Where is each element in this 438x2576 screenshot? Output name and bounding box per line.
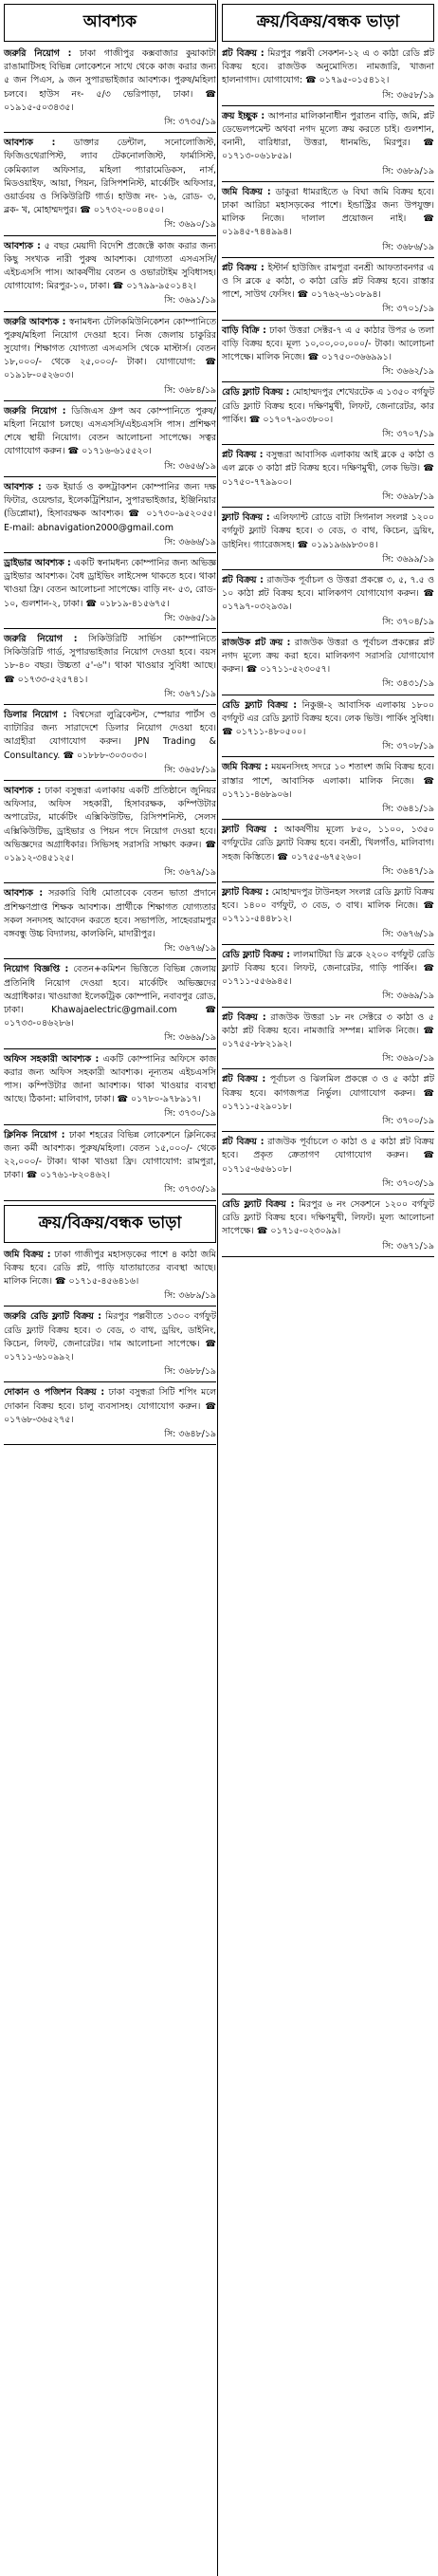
classified-ad xyxy=(4,1129,216,1197)
ad-body: ঢাকা গাজীপুর মহাসড়কের পাশে ৪ কাঠা জমি বিক্রয় হবে। রেডি প্লট, গাড়ি যাতায়াতের ব্যবস্থা আছে। মালিক নিজে। ☎ ০১৭১৫-৪৫৬৪১৬। xyxy=(4,1249,216,1288)
ad-title: জরুরি আবশ্যক : xyxy=(4,316,66,327)
ad-body: একটি স্বনামধন্য কোম্পানির জন্য অভিজ্ঞ ড্রাইভার আবশ্যক। বৈধ ড্রাইভিং লাইসেন্স থাকতে হবে। থাকা খাওয়া ফ্রি। বেতন আলোচনা সাপেক্ষে। বাড়ি নং- ৫৩, রোড- ১০, গুলশান-২, ঢাকা। ☎ ০১৮১৯-৪১৫৬৭৫। xyxy=(4,557,216,609)
ad-body: বিশ্বসেরা লুব্রিকেন্টস, স্পেয়ার পার্টস ও ব্যাটারির জন্য সারাদেশে ডিলার নিয়োগ দেওয়া হবে। আগ্রহীরা যোগাযোগ করুন। JPN Trading & Consultancy. ☎ ০১৮৮৮-৩০৩০৩০। xyxy=(4,709,216,761)
ad-separator xyxy=(222,507,434,508)
classified-ad xyxy=(4,557,216,625)
ad-code: সি: ৩৬৯৯/১৯ xyxy=(382,553,434,565)
ad-separator xyxy=(222,756,434,757)
ad-separator xyxy=(222,105,434,106)
ad-body: ময়মনসিংহ সদরে ১০ শতাংশ জমি বিক্রয় হবে। রাস্তার পাশে, আবাসিক এলাকা। মালিক নিজে। ☎ ০১৭১১-৪৬৮৯০৬। xyxy=(222,762,434,800)
ad-title: নিয়োগ বিজ্ঞপ্তি : xyxy=(4,964,69,975)
ad-separator xyxy=(4,1381,216,1382)
classified-ad xyxy=(222,186,434,254)
ad-separator xyxy=(4,958,216,959)
ad-body: মোহাম্মদপুর শেখেরটেক এ ১৩৫০ বর্গফুট রেডি ফ্ল্যাট বিক্রয় হবে। দক্ষিণমুখী, লিফট, জেনারেটর, কার পার্কিং। ☎ ০১৭০৭-৯০৩৮০০। xyxy=(222,387,434,425)
classified-ad xyxy=(4,481,216,549)
classified-ad xyxy=(222,110,434,178)
classified-ad xyxy=(222,386,434,441)
column-divider xyxy=(217,0,218,2576)
ad-title: দোকান ও পজিশন বিক্রয় : xyxy=(4,1387,105,1399)
ad-separator xyxy=(4,704,216,705)
ad-title: রাজউক প্লট ক্রয় : xyxy=(222,637,291,648)
classified-ad xyxy=(4,137,216,232)
ad-title: আবশ্যক : xyxy=(4,785,42,796)
ad-title: ক্লিনিক নিয়োগ : xyxy=(4,1129,65,1140)
ad-separator xyxy=(4,132,216,133)
ad-code: সি: ৩৬৯৮/১৯ xyxy=(382,491,434,502)
ad-separator xyxy=(222,1194,434,1195)
ad-separator xyxy=(222,569,434,570)
ad-body: ডাক্তার ডেন্টাল, সনোলোজিস্ট, ফিজিওথেরাপিস্ট, ল্যাব টেকনোলজিস্ট, ফার্মাসিস্ট, কেমিক্যাল অফিসার, মহিলা প্যারামেডিকস, নার্স, মিডওয়াইফ, আয়া, পিয়ন, রিসিপশনিস্ট, মার্কেটিং অফিসার, ওয়ার্ডবয় ও সিকিউরিটি গার্ড। হাউজ নং- ১৬, রোড- ৩, ব্লক- খ, মোহাম্মদপুর। ☎ ০১৭৩২-০০৪০৫০। xyxy=(4,138,216,216)
ad-body: নিকুঞ্জ-২ আবাসিক এলাকায় ১৮০০ বর্গফুট এর রেডি ফ্ল্যাট বিক্রয় হবে। লেক ভিউ। পার্কিং সুবিধা। ☎ ০১৭১১-৪৮০৫০০। xyxy=(222,699,434,737)
ad-body: রাজউক পূর্বাচল ও উত্তরা প্রকল্পে ৩, ৫, ৭.৫ ও ১০ কাঠা প্লট বিক্রয় হবে। মালিকগণ যোগাযোগ করুন। ☎ ০১৭৯৭-০৩২৯৩৯। xyxy=(222,574,435,613)
classified-ad xyxy=(4,316,216,398)
wanted-ads-list xyxy=(4,47,216,1201)
ad-title: প্লট বিক্রয় : xyxy=(222,1011,266,1023)
ad-title: আবশ্যক : xyxy=(4,240,41,251)
classified-ad xyxy=(4,47,216,129)
ad-body: ইস্টার্ন হাউজিং রামপুরা বনশ্রী আফতাবনগর এ ও সি ব্লকে ৫ কাঠা, ৩ কাঠা রেডি প্লট বিক্রয় হবে। রাস্তার পাশে, সাউথ ফেসিং। ☎ ০১৭৬২-৬১০৮৯৪। xyxy=(222,262,435,301)
ad-title: প্লট বিক্রয় : xyxy=(222,1137,265,1148)
ad-separator xyxy=(222,1131,434,1132)
ad-title: বাড়ি বিক্রি : xyxy=(222,324,266,336)
ad-separator xyxy=(222,819,434,820)
ad-code: সি: ৩৬৬২/১৯ xyxy=(382,366,434,378)
ad-body: স্বনামধন্য টেলিকমিউনিকেশন কোম্পানিতে পুরুষ/মহিলা নিয়োগ দেওয়া হবে। নিজ জেলায় চাকুরির সুযোগ। শিক্ষাগত যোগ্যতা এসএসসি থেকে মাস্টার্স। বেতন ১৮,০০০/- থেকে ২৫,০০০/- টাকা। যোগাযোগ: ☎ ০১৯১৮-০৫২৬০৩। xyxy=(4,316,216,381)
ad-body: বেতন+কমিশন ভিত্তিতে বিভিন্ন জেলায় প্রতিনিধি নিয়োগ দেওয়া হবে। মার্কেটিং অভিজ্ঞদের অগ্রাধিকার। খাওয়াজা ইলেকট্রিক কোম্পানি, নবাবপুর রোড, ঢাকা। Khawajaelectric@gmail.com ☎ ০১৭৩৩-০৪৬২৮৬। xyxy=(4,964,217,1029)
ad-body: ঢাকা গাজীপুর কক্সবাজার কুয়াকাটা রাঙামাটিসহ বিভিন্ন লোকেশনে সাথে থেকে কাজ করার জন্য ৫ জন পিএস, ৯ জন সুপারভাইজার আবশ্যক। পুরুষ/মহিলা চলবে। হাউস নং- ৫/৩ ভেরিপাড়া, ঢাকা। ☎ ০১৯১৫-৫০৩৪৩৫। xyxy=(4,48,216,113)
ad-code: সি: ৩৬৬৬/১৯ xyxy=(164,536,216,547)
classified-ad xyxy=(4,1249,216,1304)
ad-separator xyxy=(222,1007,434,1008)
ad-separator xyxy=(222,320,434,321)
classified-ad xyxy=(222,47,434,102)
ad-body: সরকারি বিধি মোতাবেক বেতন ভাতা প্রদানে প্রশিক্ষণপ্রাপ্ত শিক্ষক আবশ্যক। প্রার্থীকে শিক্ষাগত যোগ্যতার সকল সনদসহ আবেদন করতে হবে। সভাপতি, সাহেবরামপুর বঙ্গবন্ধু উচ্চ বিদ্যালয়, কালকিনি, মাদারীপুর। xyxy=(4,888,216,939)
ad-title: আবশ্যক : xyxy=(4,138,56,149)
ad-code: সি: ৩৬৬৯/১৯ xyxy=(164,1032,216,1044)
ad-code: সি: ৩৭০০/১৯ xyxy=(382,1116,434,1127)
classified-ad xyxy=(222,949,434,1004)
buy-sell-ads-list-right xyxy=(222,47,434,1257)
classified-ad xyxy=(222,574,434,629)
classified-ad xyxy=(4,785,216,880)
ad-title: প্লট বিক্রয় : xyxy=(222,48,265,59)
ad-title: জমি বিক্রয় : xyxy=(4,1249,51,1260)
ad-separator xyxy=(4,311,216,312)
ad-title: ফ্ল্যাট বিক্রয় : xyxy=(222,886,269,898)
ad-title: ড্রাইভার আবশ্যক : xyxy=(4,557,71,568)
classified-ad xyxy=(222,886,434,941)
ad-body: মোহাম্মদপুর টাউনহল সংলগ্ন রেডি ফ্ল্যাট বিক্রয় হবে। ১৪০০ বর্গফুট, ৩ বেড, ৩ বাথ। মালিক নিজে। ☎ ০১৭১১-৫৪৪৮১২। xyxy=(222,886,434,925)
ad-title: জরুরি রেডি ফ্ল্যাট বিক্রয় : xyxy=(4,1311,102,1323)
ad-title: প্লট বিক্রয় : xyxy=(222,450,264,461)
left-column xyxy=(4,0,216,1449)
ad-title: জমি বিক্রয় : xyxy=(222,186,271,197)
ad-code: সি: ৩৬৮৯/১৯ xyxy=(382,165,434,176)
classified-ad xyxy=(4,1310,216,1379)
ad-code: সি: ৩৬৪৭/১৯ xyxy=(382,865,434,877)
ad-code: সি: ৩৬৫৬/১৯ xyxy=(164,460,216,472)
ad-separator xyxy=(4,1048,216,1049)
classified-ad xyxy=(222,262,434,317)
ad-code: সি: ৩৬৪১/১৯ xyxy=(382,803,434,814)
ad-separator xyxy=(222,257,434,258)
ad-code: সি: ৩৬৭৬/১৯ xyxy=(382,928,434,939)
ad-separator xyxy=(4,552,216,553)
ad-separator xyxy=(4,628,216,629)
ad-body: ডাকুরা ধামরাইতে ৬ বিঘা জমি বিক্রয় হবে। ঢাকা আরিচা মহাসড়কের পাশে। ইন্ডাস্ট্রির জন্য উপযুক্ত। মালিক নিজে। দালাল প্রয়োজন নাই। ☎ ০১৯৪৫-৭৪৪৯৯৪। xyxy=(222,186,434,238)
ad-code: সি: ৩৬৫৮/১৯ xyxy=(164,764,216,775)
classified-ad xyxy=(222,449,434,504)
ad-separator xyxy=(222,632,434,633)
ad-code: সি: ৩৬৭১/১৯ xyxy=(382,1240,434,1251)
ad-code: সি: ৩৬৬৯/১৯ xyxy=(382,991,434,1002)
ad-body: বসুন্ধরা আবাসিক এলাকায় আই ব্লকে ৫ কাঠা ও এল ব্লকে ৩ কাঠা প্লট বিক্রয় হবে। দক্ষিণমুখী, লেক ভিউ। ☎ ০১৭৫০-৭৭৯৯০০। xyxy=(222,450,435,488)
classified-ad xyxy=(222,1198,434,1253)
ad-separator xyxy=(4,1200,216,1201)
ad-title: রেডি ফ্ল্যাট বিক্রয় : xyxy=(222,1199,295,1211)
ad-separator xyxy=(222,444,434,445)
classified-ad xyxy=(222,1011,434,1066)
ad-body: একটি কোম্পানির অফিসে কাজ করার জন্য অফিস সহকারী আবশ্যক। নূন্যতম এইচএসসি পাস। কম্পিউটার জানা আবশ্যক। থাকা খাওয়ার ব্যবস্থা আছে। ঠিকানা: মালিবাগ, ঢাকা। ☎ ০১৭৮০-৯৭৮৯১৭। xyxy=(4,1053,217,1105)
ad-body: আপনার মালিকানাধীন পুরাতন বাড়ি, জমি, প্লট ডেভেলপমেন্ট অথবা নগদ মূল্যে ক্রয় করতে চাই। গুলশান, বনানী, বারিধারা, উত্তরা, ধানমন্ডি, মিরপুর। ☎ ০১৭১৩-০৬১৮৫৯। xyxy=(222,110,434,162)
ad-body: পূর্বাচল ও ঝিলমিল প্রকল্পে ৩ ও ৫ কাঠা প্লট বিক্রয় হবে। কাগজপত্র নির্ভুল। যোগাযোগ করুন। ☎ ০১৭১১-৫২৯০১৮। xyxy=(222,1074,435,1112)
ad-title: ডিলার নিয়োগ : xyxy=(4,709,67,720)
ad-body: রাজউক উত্তরা ও পূর্বাচল প্রকল্পের প্লট নগদ মূল্যে ক্রয় করা হবে। মালিকগণ সরাসরি যোগাযোগ করুন। ☎ ০১৭১১-৫২৩০৫৭। xyxy=(222,637,434,676)
ad-body: মিরপুর ৬ নং সেকশনে ১২০০ বর্গফুট রেডি ফ্ল্যাট বিক্রয় হবে। দক্ষিণমুখী, লিফট। মূল্য আলোচনা সাপেক্ষে। ☎ ০১৭১৫-০২৩০৯৯। xyxy=(222,1199,435,1237)
ad-title: ফ্ল্যাট বিক্রয় : xyxy=(222,512,270,524)
ad-title: জরুরি নিয়োগ : xyxy=(4,405,66,417)
classified-ad xyxy=(222,637,434,692)
ad-title: আবশ্যক : xyxy=(4,888,44,899)
classified-ad xyxy=(222,511,434,566)
ad-separator xyxy=(4,400,216,401)
buy-sell-ads-list-left xyxy=(4,1249,216,1446)
classified-ad xyxy=(222,1136,434,1191)
ad-body: ঢাকা উত্তরা সেক্টর-৭ এ ৫ কাঠার উপর ৬ তলা বাড়ি বিক্রয় হবে। মূল্য ১০,০০,০০,০০০/- টাকা। আলোচনা সাপেক্ষে। মালিক নিজে। ☎ ০১৭৫০-৩৬৬৯৯১। xyxy=(222,324,434,363)
ad-code: সি: ৩৬৭১/১৯ xyxy=(164,688,216,699)
ad-title: জরুরি নিয়োগ : xyxy=(4,633,78,644)
ad-body: সিকিউরিটি সার্ভিস কোম্পানিতে সিকিউরিটি গার্ড, সুপারভাইজার নিয়োগ দেওয়া হবে। বয়স ১৮-৪০ বছর। উচ্চতা ৫'-৬''। থাকা খাওয়ার সুবিধা আছে। ☎ ০১৭৩৩-৫২৫৭৪১। xyxy=(4,633,216,685)
ad-body: আকর্ষণীয় মূল্যে ৮৫০, ১১০০, ১৩৫০ বর্গফুটের রেডি ফ্ল্যাট বিক্রয় হবে। বনশ্রী, খিলগাঁও, মালিবাগ। সহজ কিস্তিতে। ☎ ০১৭৫৫-৬৭৫২৬০। xyxy=(222,825,434,862)
classified-ad xyxy=(4,633,216,701)
ad-code: সি: ৩৭০৪/১৯ xyxy=(382,616,434,627)
ad-code: সি: ৩৬৮৬/১৯ xyxy=(382,241,434,252)
section-header-buy-sell: ক্রয়/বিক্রয়/বন্ধক ভাড়া xyxy=(4,1205,216,1243)
ad-body: ঢাকা বসুন্ধরা এলাকায় একটি প্রতিষ্ঠানে জুনিয়র অফিসার, অফিস সহকারী, হিসাবরক্ষক, কম্পিউটার অপারেটর, মার্কেটিং এক্সিকিউটিভ, রিসিপশনিস্ট, সেলস এক্সিকিউটিভ, ড্রাইভার ও পিয়ন পদে নিয়োগ দেওয়া হবে। অভিজ্ঞদের অগ্রাধিকার। সিভিসহ সরাসরি সাক্ষাৎ করুন। ☎ ০১৯১২-৩৪৫১২৫। xyxy=(4,785,216,863)
ad-title: আবশ্যক : xyxy=(4,481,42,492)
ad-code: সি: ৩৭০১/১৯ xyxy=(382,304,434,315)
ad-separator xyxy=(4,1306,216,1307)
classified-ad xyxy=(4,963,216,1045)
ad-title: প্লট বিক্রয় : xyxy=(222,574,264,585)
ad-code: সি: ৩৬৪৮/১৯ xyxy=(164,1429,216,1440)
ad-title: অফিস সহকারী আবশ্যক : xyxy=(4,1053,100,1065)
ad-separator xyxy=(4,1124,216,1125)
section-header-buy-sell-right: ক্রয়/বিক্রয়/বন্ধক ভাড়া xyxy=(222,4,434,42)
ad-separator xyxy=(4,476,216,477)
ad-body: ডিজিএস গ্রুপ অব কোম্পানিতে পুরুষ/মহিলা নিয়োগ চলছে। এসএসসি/এইচএসসি পাস। প্রশিক্ষণ শেষে স্থায়ী নিয়োগ। বেতন আলোচনা সাপেক্ষে। সত্বর যোগাযোগ করুন। ☎ ০১৭১৬-৬১৫৫২০। xyxy=(4,405,216,457)
classified-ad xyxy=(4,887,216,955)
ad-code: সি: ৩৬৫৮/১৯ xyxy=(382,89,434,101)
ad-code: সি: ৩৬৮৪/১৯ xyxy=(164,384,216,396)
ad-code: সি: ৩৬৭৬/১৯ xyxy=(164,943,216,954)
ad-title: প্লট বিক্রয় : xyxy=(222,262,265,273)
classified-ad xyxy=(4,1053,216,1121)
ad-body: এলিফ্যান্ট রোডে বাটা সিগনাল সংলগ্ন ১২০০ বর্গফুট ফ্ল্যাট বিক্রয় হবে। ৩ বেড, ৩ বাথ, কিচেন, ড্রয়িং, ডাইনিং। গ্যারেজসহ। ☎ ০১৯১৯৬৯৮৩০৪। xyxy=(222,512,434,550)
ad-code: সি: ৩৬৯০/১৯ xyxy=(164,219,216,231)
classified-ad xyxy=(222,699,434,754)
ad-title: জমি বিক্রয় : xyxy=(222,762,268,773)
ad-code: সি: ৩৭০৭/১৯ xyxy=(382,429,434,440)
classified-ad xyxy=(4,709,216,777)
ad-code: সি: ৩৬৮৯/১৯ xyxy=(164,1290,216,1302)
classified-ad xyxy=(222,1073,434,1128)
classified-ad xyxy=(222,761,434,816)
classified-ad xyxy=(222,824,434,879)
ad-body: ৫ বছর মেয়াদী বিদেশি প্রজেক্টে কাজ করার জন্য কিছু সংখ্যক নারী পুরুষ আবশ্যক। যোগ্যতা এসএসসি/এইচএসসি পাস। আকর্ষণীয় বেতন ও ওভারটাইম সুবিধাসহ। যোগাযোগ: মিরপুর-১০, ঢাকা। ☎ ০১৭৯৯-৯৫০১৪২। xyxy=(4,240,216,292)
ad-separator xyxy=(4,235,216,236)
ad-code: সি: ৩৬৭৯/১৯ xyxy=(164,867,216,879)
ad-separator xyxy=(222,1256,434,1257)
ad-body: ঢাকা শহরের বিভিন্ন লোকেশনে ক্লিনিকের জন্য কর্মী আবশ্যক। পুরুষ/মহিলা। বেতন ১৫,০০০/- থেকে ২২,০০০/- টাকা। থাকা খাওয়া ফ্রি। যোগাযোগ: রামপুরা, ঢাকা। ☎ ০১৭৬১-৮২০৪৬২। xyxy=(4,1129,216,1181)
ad-code: সি: ৩৬৮৮/১৯ xyxy=(164,1366,216,1378)
ad-body: ডক ইয়ার্ড ও কন্সট্রাকশন কোম্পানির জন্য দক্ষ ফিটার, ওয়েল্ডার, ইলেকট্রিশিয়ান, সুপারভাইজার, ইঞ্জিনিয়ার (ডিপ্লোমা), হিসাবরক্ষক আবশ্যক। ☎ ০১৭৩০-৯৫২০৫৫। E-mail: abnavigation2000@gmail.com xyxy=(4,481,216,533)
ad-title: রেডি ফ্ল্যাট বিক্রয় : xyxy=(222,699,298,711)
ad-code: সি: ৩৭০৮/১৯ xyxy=(382,741,434,752)
ad-separator xyxy=(222,881,434,882)
ad-separator xyxy=(4,882,216,883)
ad-body: মিরপুর পল্লবীতে ১৩০০ বর্গফুট রেডি ফ্ল্যাট বিক্রয় হবে। ৩ বেড, ৩ বাথ, ড্রয়িং, ডাইনিং, কিচেন, লিফট, জেনারেটর। দাম আলোচনা সাপেক্ষে। ☎ ০১৭১১-৬১০৯৯২। xyxy=(4,1311,216,1363)
ad-body: লালমাটিয়া ডি ব্লকে ২২০০ বর্গফুট রেডি ফ্ল্যাট বিক্রয় হবে। লিফট, জেনারেটর, গাড়ি পার্কিং। ☎ ০১৭১১-৫৫৬৯৪৫। xyxy=(222,949,435,988)
classified-ad xyxy=(4,405,216,473)
ad-separator xyxy=(4,780,216,781)
ad-title: প্লট বিক্রয় : xyxy=(222,1074,266,1085)
ad-title: রেডি ফ্ল্যাট বিক্রয় : xyxy=(222,387,290,398)
ad-title: ফ্ল্যাট বিক্রয় : xyxy=(222,825,278,836)
ad-separator xyxy=(222,381,434,382)
classified-ad xyxy=(222,324,434,380)
classified-ad xyxy=(4,1386,216,1441)
ad-title: জরুরি নিয়োগ : xyxy=(4,48,72,59)
right-column xyxy=(222,0,434,1261)
section-header-wanted: আবশ্যক xyxy=(4,4,216,42)
ad-code: সি: ৩৭৩৫/১৯ xyxy=(164,117,216,128)
ad-code: সি: ৩৭৩০/১৯ xyxy=(164,1108,216,1120)
ad-body: ঢাকা বসুন্ধরা সিটি শপিং মলে দোকান বিক্রয় হবে। চালু ব্যবসাসহ। যোগাযোগ করুন। ☎ ০১৭৬৮-৩৬৫২৭৫। xyxy=(4,1387,216,1425)
ad-code: সি: ৩৪৩১/১৯ xyxy=(382,678,434,690)
ad-separator xyxy=(222,944,434,945)
ad-code: সি: ৩৬৬৫/১৯ xyxy=(164,612,216,623)
ad-separator xyxy=(222,181,434,182)
ad-separator xyxy=(222,1068,434,1069)
ad-body: রাজউক পূর্বাচলে ৩ কাঠা ও ৫ কাঠা প্লট বিক্রয় হবে। প্রকৃত ক্রেতাগণ যোগাযোগ করুন। ☎ ০১৭১৫-৬৫৬১০৮। xyxy=(222,1137,435,1175)
ad-title: রেডি ফ্ল্যাট বিক্রয় : xyxy=(222,949,290,960)
ad-code: সি: ৩৭০৩/১৯ xyxy=(382,1177,434,1189)
classified-ad xyxy=(4,240,216,308)
ad-code: সি: ৩৬৯০/১৯ xyxy=(382,1053,434,1065)
ad-body: রাজউক উত্তরা ১৮ নং সেক্টরে ৩ কাঠা ও ৫ কাঠা প্লট বিক্রয় হবে। নামজারি সম্পন্ন। মালিক নিজে। ☎ ০১৭৫৫-৮৮২১৯২। xyxy=(222,1011,435,1049)
ad-separator xyxy=(4,1444,216,1445)
ad-title: ক্রয় ইচ্ছুক : xyxy=(222,110,265,121)
ad-code: সি: ৩৭৩৩/১৯ xyxy=(164,1184,216,1195)
ad-code: সি: ৩৬৯১/১৯ xyxy=(164,295,216,306)
ad-body: মিরপুর পল্লবী সেকশন-১২ এ ৩ কাঠা রেডি প্লট বিক্রয় হবে। রাজউক অনুমোদিত। নামজারি, খাজনা হালনাগাদ। যোগাযোগ: ☎ ০১৭৯৫-০১৫৪১২। xyxy=(222,48,435,86)
